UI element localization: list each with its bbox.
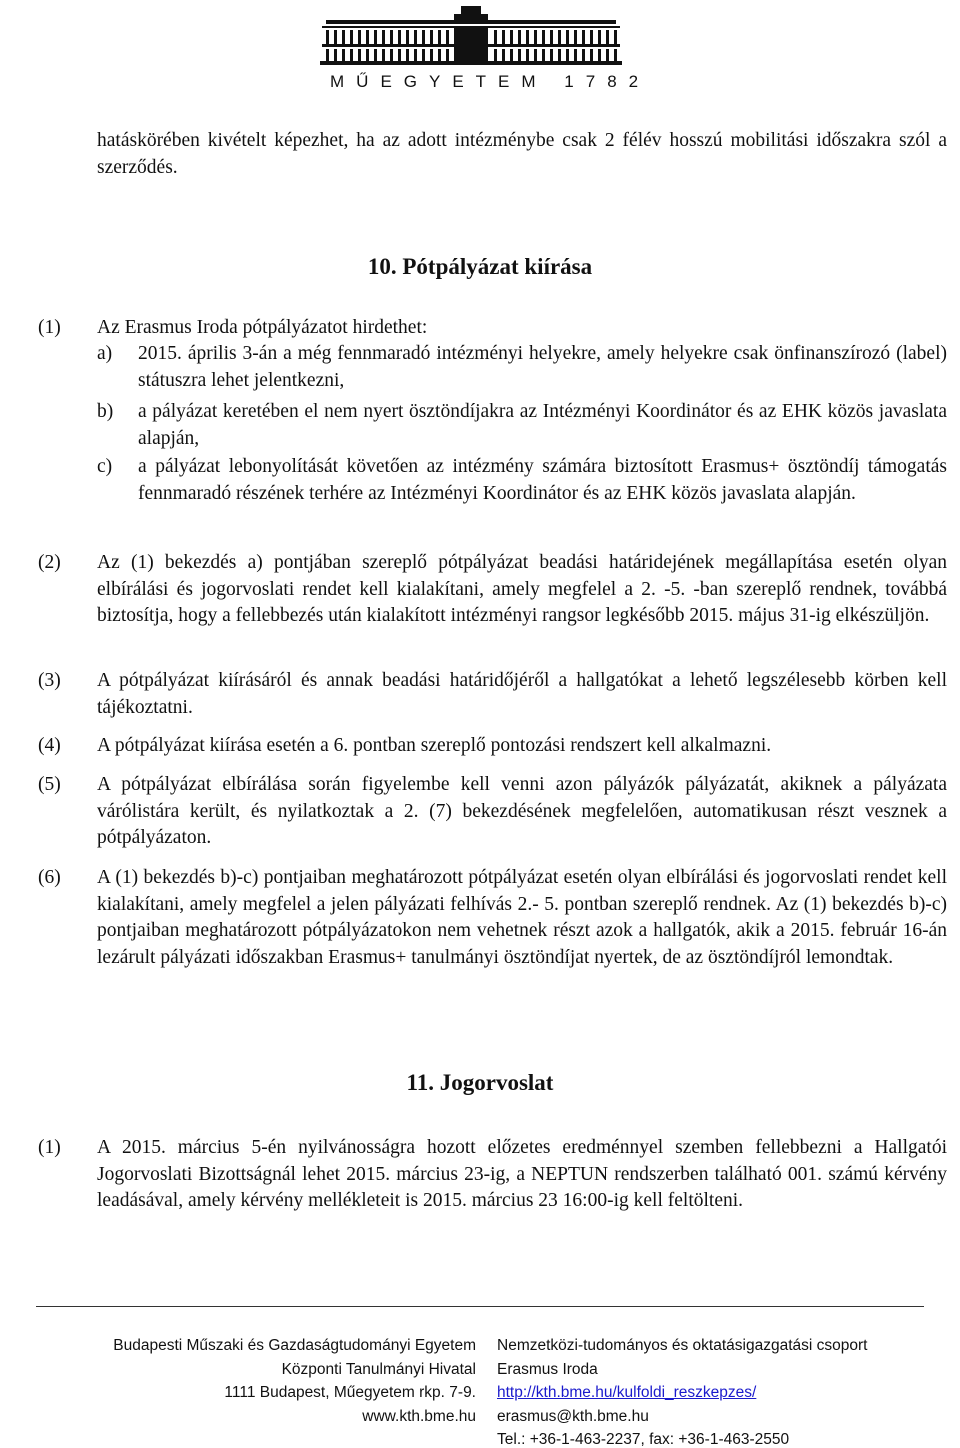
s10-p1-b-text: a pályázat keretében el nem nyert ösztöndíjakra az Intézményi Koordinátor és az EHK közös javaslata alapján, bbox=[138, 401, 947, 449]
s10-p6-text: A (1) bekezdés b)-c) pontjaiban meghatározott pótpályázat esetén olyan elbírálási és jogorvoslati rendet kell kialakítani, amely megfelel a jelen pályázati felhívás 2.- 5. pontban szereplő rendnek. Az (1) bekezdés b)-c) pontjaiban meghatározott pótpályázatokon nem vehetnek részt azok a hallgatók, akik a 2015. február 16-án lezárult pályázati időszakban Erasmus+ tanulmányi ösztöndíjat nyertek, de az ösztöndíjról lemondtak. bbox=[97, 867, 947, 968]
footer-right-contact bbox=[497, 1334, 927, 1448]
footer-phone: Tel.: +36-1-463-2237, fax: +36-1-463-2550 bbox=[497, 1431, 790, 1448]
logo-text: MŰEGYETEM 1782 bbox=[330, 72, 651, 91]
footer-left-address bbox=[60, 1334, 476, 1428]
footer-street: 1111 Budapest, Műegyetem rkp. 7-9. bbox=[224, 1384, 476, 1401]
footer-group: Nemzetközi-tudományos és oktatásigazgatási csoport bbox=[497, 1337, 868, 1354]
s10-p3-number: (3) bbox=[38, 670, 61, 691]
university-logo bbox=[318, 4, 651, 96]
footer-office: Központi Tanulmányi Hivatal bbox=[281, 1360, 476, 1378]
footer-link[interactable]: http://kth.bme.hu/kulfoldi_reszkepzes/ bbox=[497, 1384, 757, 1401]
s10-p6-number: (6) bbox=[38, 867, 61, 888]
s10-p1-c-label: c) bbox=[97, 456, 113, 477]
s10-p1-number: (1) bbox=[38, 317, 61, 338]
s10-p1-b-label: b) bbox=[97, 401, 114, 422]
footer-website: www.kth.bme.hu bbox=[362, 1407, 476, 1425]
footer-divider bbox=[36, 1306, 924, 1307]
s10-p1-a-label: a) bbox=[97, 343, 113, 364]
s10-p1-a-text: 2015. április 3-án a még fennmaradó intézményi helyekre, amely helyekre csak önfinanszírozó (label) státuszra lehet jelentkezni, bbox=[138, 343, 947, 391]
intro-paragraph: hatáskörében kivételt képezhet, ha az adott intézménybe csak 2 félév hosszú mobilitási időszakra szól a szerződés. bbox=[97, 130, 947, 178]
footer-university: Budapesti Műszaki és Gazdaságtudományi Egyetem bbox=[113, 1337, 476, 1354]
section-10-title: 10. Pótpályázat kiírása bbox=[367, 254, 593, 279]
footer-office-name: Erasmus Iroda bbox=[497, 1360, 598, 1378]
s10-p4-number: (4) bbox=[38, 735, 61, 756]
s10-p1-c-text: a pályázat lebonyolítását követően az intézmény számára biztosított Erasmus+ ösztöndíj támogatás fennmaradó részének terhére az Intézményi Koordinátor és az EHK közös javaslata alapján. bbox=[138, 456, 947, 504]
building-icon bbox=[318, 4, 624, 70]
s11-p1-number: (1) bbox=[38, 1137, 61, 1158]
s10-p1-text: Az Erasmus Iroda pótpályázatot hirdethet: bbox=[97, 317, 428, 338]
s10-p2-text: Az (1) bekezdés a) pontjában szereplő pótpályázat beadási határidejének megállapítása esetén olyan elbírálási és jogorvoslati rendet kell kialakítani, amely megfelel a 2. -5. -ban szereplő rendnek, továbbá biztosítja, hogy a fellebbezés után kialakított intézményi rangsor legkésőbb 2015. május 31-ig elkészüljön. bbox=[97, 552, 947, 626]
s11-p1-text: A 2015. március 5-én nyilvánosságra hozott előzetes eredménnyel szemben fellebbezni a Hallgatói Jogorvoslati Bizottságnál lehet 2015. március 23-ig, a NEPTUN rendszerben található 001. számú kérvény leadásával, amely kérvény mellékleteit is 2015. március 23 16:00-ig kell feltölteni. bbox=[97, 1137, 947, 1211]
s10-p4-text: A pótpályázat kiírása esetén a 6. pontban szereplő pontozási rendszert kell alkalmazni. bbox=[97, 735, 772, 756]
footer-email: erasmus@kth.bme.hu bbox=[497, 1407, 649, 1425]
section-11-title: 11. Jogorvoslat bbox=[406, 1070, 554, 1095]
s10-p5-text: A pótpályázat elbírálása során figyelembe kell venni azon pályázók pályázatát, akiknek a pályázata várólistára került, és nyilatkoztak a 2. (7) bekezdésének megfelelően, automatikusan részt vesznek a pótpályázaton. bbox=[97, 774, 947, 848]
s10-p2-number: (2) bbox=[38, 552, 61, 573]
s10-p3-text: A pótpályázat kiírásáról és annak beadási határidőjéről a hallgatókat a lehető legszélesebb körben kell tájékoztatni. bbox=[97, 670, 947, 718]
s10-p5-number: (5) bbox=[38, 774, 61, 795]
